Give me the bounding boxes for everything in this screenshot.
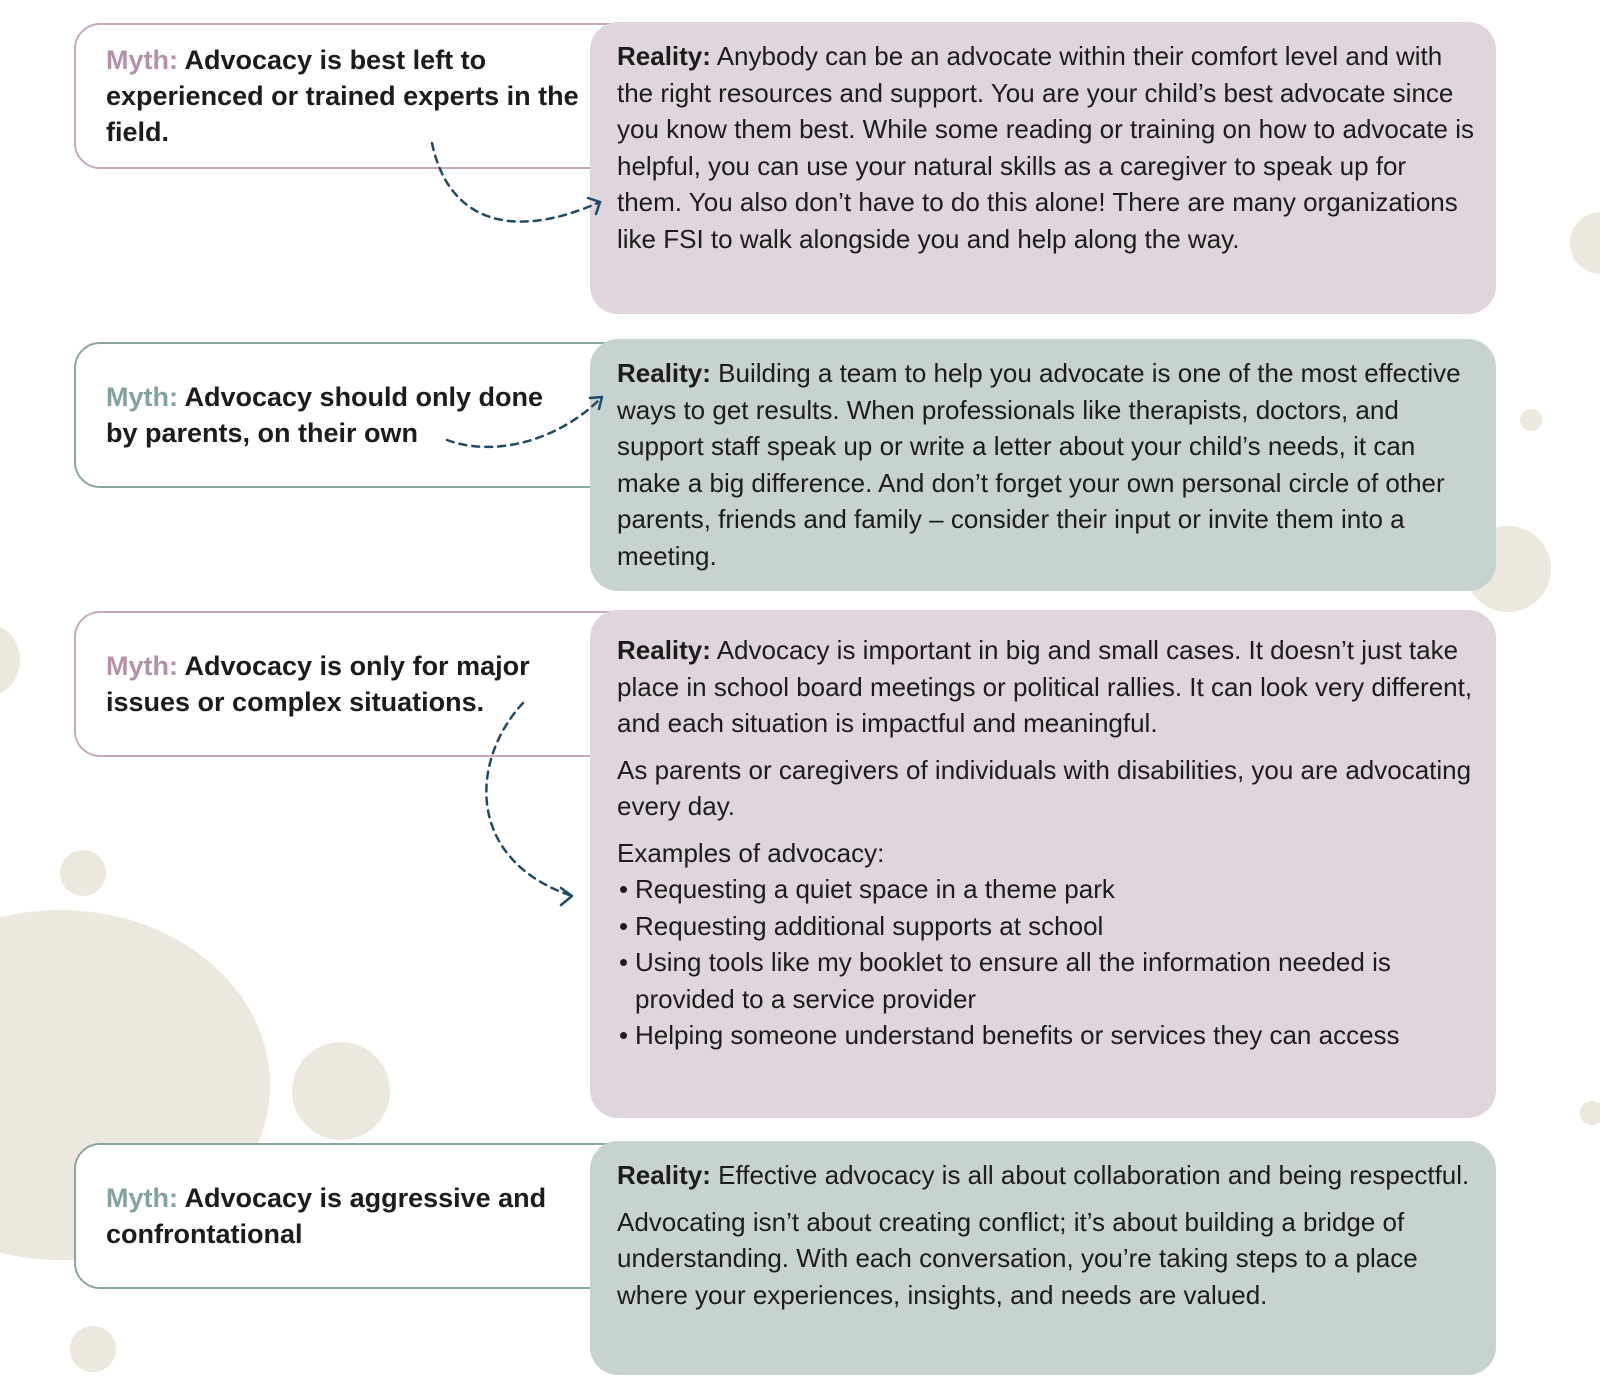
myth-text-block	[106, 1180, 582, 1252]
reality-text: Anybody can be an advocate within their comfort level and with the right resources and support. You are your child’s best advocate since you know them best. While some reading or training on how to advocate is helpful, you can use your natural skills as a caregiver to speak up for them. You also don’t have to do this alone! There are many organizations like FSI to walk alongside you and help along the way.	[617, 41, 1475, 254]
reality-label: Reality:	[617, 635, 711, 665]
examples-heading: Examples of advocacy:	[617, 837, 885, 868]
decor-circle	[1520, 409, 1542, 431]
reality-label: Reality:	[617, 1160, 711, 1190]
examples-list	[617, 871, 1476, 1054]
myth-box	[74, 23, 644, 169]
reality-paragraph	[617, 1157, 1476, 1194]
decor-circle	[70, 1326, 116, 1372]
myth-label: Myth:	[106, 382, 178, 412]
list-item: • Helping someone understand benefits or services they can access	[617, 1017, 1476, 1054]
reality-paragraph	[617, 632, 1476, 742]
reality-paragraph: Advocating isn’t about creating conflict; it’s about building a bridge of understanding. With each conversation, you’re taking steps to a place where your experiences, insights, and needs are valued.	[617, 1206, 1418, 1310]
myth-box	[74, 611, 644, 757]
decor-circle	[292, 1042, 390, 1140]
myth-label: Myth:	[106, 45, 178, 75]
list-item: • Using tools like my booklet to ensure all the information needed is provided to a service provider	[617, 944, 1476, 1017]
myth-text: Advocacy is only for major issues or complex situations.	[106, 651, 530, 717]
list-item: • Requesting a quiet space in a theme park	[617, 871, 1476, 908]
myth-text: Advocacy should only done by parents, on their own	[106, 382, 544, 448]
myth-text-block	[106, 379, 582, 451]
decor-circle	[60, 850, 106, 896]
decor-circle	[0, 625, 20, 695]
myth-text: Advocacy is best left to experienced or trained experts in the field.	[106, 45, 579, 147]
reality-text: Effective advocacy is all about collaboration and being respectful.	[718, 1160, 1470, 1190]
myth-text-block	[106, 648, 582, 720]
decor-circle	[1580, 1101, 1600, 1125]
reality-box	[590, 610, 1496, 1118]
myth-box	[74, 342, 644, 488]
myth-text: Advocacy is aggressive and confrontational	[106, 1183, 547, 1249]
reality-paragraph	[617, 38, 1476, 257]
reality-text: Advocacy is important in big and small cases. It doesn’t just take place in school board meetings or political rallies. It can look very different, and each situation is impactful and meaningful.	[617, 635, 1473, 738]
reality-paragraph: As parents or caregivers of individuals with disabilities, you are advocating every day.	[617, 754, 1472, 821]
reality-box	[590, 1141, 1496, 1375]
reality-text: Building a team to help you advocate is one of the most effective ways to get results. When professionals like therapists, doctors, and support staff speak up or write a letter about your child’s needs, it can make a big difference. And don’t forget your own personal circle of other parents, friends and family – consider their input or invite them into a meeting.	[617, 358, 1461, 571]
reality-box	[590, 22, 1496, 314]
myth-box	[74, 1143, 644, 1289]
decor-circle	[1570, 212, 1600, 274]
reality-box	[590, 339, 1496, 591]
reality-paragraph	[617, 355, 1476, 574]
reality-label: Reality:	[617, 41, 711, 71]
list-item: • Requesting additional supports at school	[617, 908, 1476, 945]
myth-text-block	[106, 42, 582, 150]
myth-label: Myth:	[106, 651, 178, 681]
myth-label: Myth:	[106, 1183, 178, 1213]
reality-label: Reality:	[617, 358, 711, 388]
arrowhead-icon	[561, 888, 572, 905]
